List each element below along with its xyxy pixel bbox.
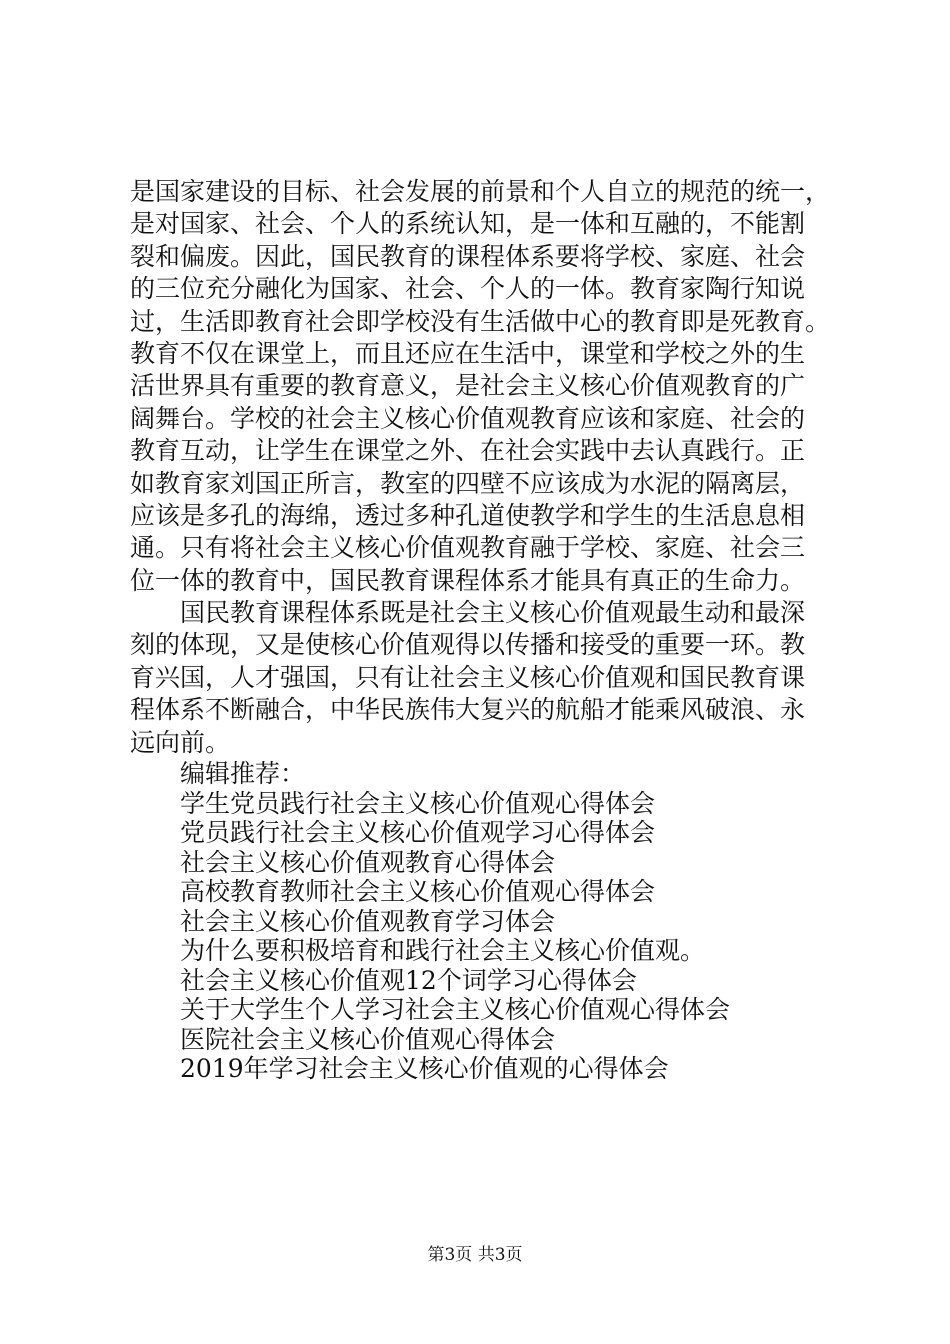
document-body — [130, 176, 850, 1084]
recommend-item[interactable]: 医院社会主义核心价值观心得体会 — [180, 1024, 556, 1054]
paragraph-line: 是对国家、社会、个人的系统认知，是一体和互融的，不能割 — [130, 209, 806, 239]
paragraph-line: 国民教育课程体系既是社会主义核心价值观最生动和最深 — [180, 598, 806, 628]
paragraph-line: 位一体的教育中，国民教育课程体系才能具有真正的生命力。 — [130, 565, 806, 595]
paragraph-line: 育兴国，人才强国，只有让社会主义核心价值观和国民教育课 — [130, 662, 806, 692]
paragraph-line: 程体系不断融合，中华民族伟大复兴的航船才能乘风破浪、永 — [130, 695, 806, 725]
paragraph-line: 裂和偏废。因此，国民教育的课程体系要将学校、家庭、社会 — [130, 241, 806, 271]
paragraph-line: 教育不仅在课堂上，而且还应在生活中，课堂和学校之外的生 — [130, 338, 806, 368]
recommend-item[interactable]: 2019年学习社会主义核心价值观的心得体会 — [180, 1054, 669, 1084]
recommend-heading: 编辑推荐： — [180, 759, 306, 789]
recommend-section — [130, 759, 850, 1084]
paragraph-line: 通。只有将社会主义核心价值观教育融于学校、家庭、社会三 — [130, 533, 806, 563]
recommend-item[interactable]: 学生党员践行社会主义核心价值观心得体会 — [180, 788, 656, 818]
paragraph-line: 教育互动，让学生在课堂之外、在社会实践中去认真践行。正 — [130, 436, 806, 466]
recommend-item[interactable]: 党员践行社会主义核心价值观学习心得体会 — [180, 818, 656, 848]
recommend-item[interactable]: 社会主义核心价值观教育心得体会 — [180, 847, 556, 877]
paragraph-line: 活世界具有重要的教育意义，是社会主义核心价值观教育的广 — [130, 371, 806, 401]
recommend-item[interactable]: 社会主义核心价值观教育学习体会 — [180, 906, 556, 936]
paragraph-line: 过，生活即教育社会即学校没有生活做中心的教育即是死教育。 — [130, 306, 831, 336]
recommend-item[interactable]: 为什么要积极培育和践行社会主义核心价值观。 — [180, 936, 706, 966]
page-footer — [0, 1244, 950, 1266]
paragraph-line: 是国家建设的目标、社会发展的前景和个人自立的规范的统一， — [130, 177, 831, 206]
paragraph-2 — [130, 597, 850, 759]
paragraph-line: 如教育家刘国正所言，教室的四壁不应该成为水泥的隔离层， — [130, 468, 806, 498]
paragraph-1 — [130, 176, 850, 597]
paragraph-line: 远向前。 — [130, 727, 231, 757]
paragraph-line: 的三位充分融化为国家、社会、个人的一体。教育家陶行知说 — [130, 274, 806, 304]
recommend-item[interactable]: 社会主义核心价值观12个词学习心得体会 — [180, 965, 637, 995]
paragraph-line: 应该是多孔的海绵，透过多种孔道使教学和学生的生活息息相 — [130, 500, 806, 530]
recommend-item[interactable]: 高校教育教师社会主义核心价值观心得体会 — [180, 877, 656, 907]
paragraph-line: 刻的体现，又是使核心价值观得以传播和接受的重要一环。教 — [130, 630, 806, 660]
page-number: 第3页 共3页 — [427, 1245, 523, 1265]
paragraph-line: 阔舞台。学校的社会主义核心价值观教育应该和家庭、社会的 — [130, 403, 806, 433]
recommend-item[interactable]: 关于大学生个人学习社会主义核心价值观心得体会 — [180, 995, 731, 1025]
